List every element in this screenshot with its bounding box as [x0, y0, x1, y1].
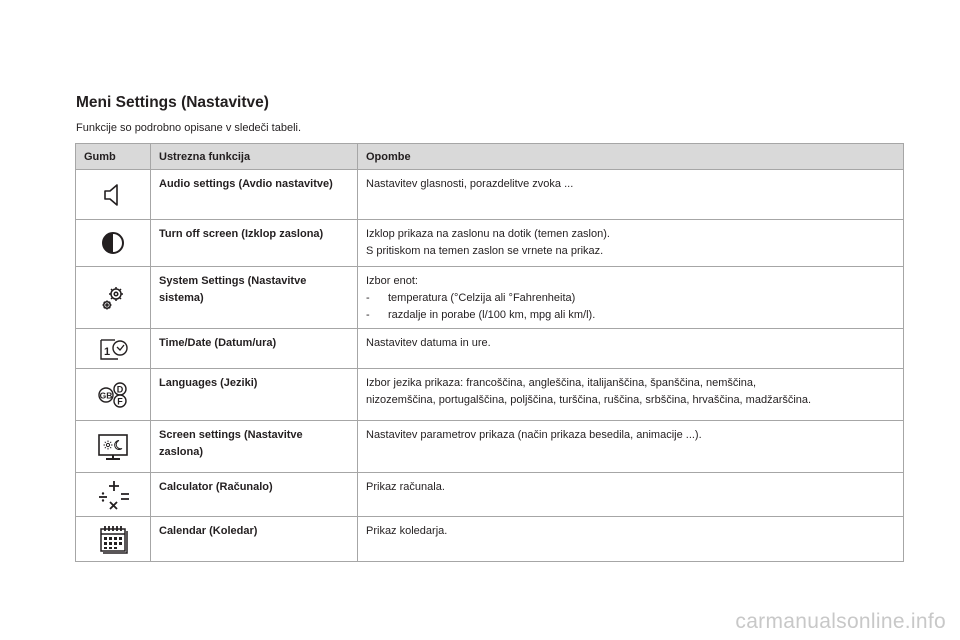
notes-cell: [358, 170, 904, 220]
table-row: [76, 170, 904, 220]
table-row: [76, 329, 904, 369]
function-name: Turn off screen (Izklop zaslona): [151, 220, 358, 267]
table-row: [76, 421, 904, 473]
table-row: [76, 267, 904, 329]
icon-cell: [76, 421, 151, 473]
icon-cell: [76, 220, 151, 267]
icon-cell: [76, 517, 151, 562]
bullet-text: temperatura (°Celzija ali °Fahrenheita): [388, 292, 576, 304]
watermark: carmanualsonline.info: [735, 610, 946, 633]
header-gumb: Gumb: [76, 144, 151, 170]
speaker-icon: [98, 180, 128, 210]
table-row: [76, 369, 904, 421]
function-name: Time/Date (Datum/ura): [151, 329, 358, 369]
bullet-item: - razdalje in porabe (l/100 km, mpg ali km/l).: [366, 309, 596, 321]
note-line: Prikaz koledarja.: [366, 525, 448, 537]
note-line: Nastavitev glasnosti, porazdelitve zvoka ...: [366, 178, 574, 190]
function-name: System Settings (Nastavitve sistema): [151, 267, 358, 329]
function-name: Screen settings (Nastavitve zaslona): [151, 421, 358, 473]
half-circle-icon: [98, 228, 128, 258]
note-line: Nastavitev datuma in ure.: [366, 337, 491, 349]
table-row: [76, 517, 904, 562]
note-line: Nastavitev parametrov prikaza (način prikaza besedila, animacije ...).: [366, 429, 702, 441]
settings-table: [75, 143, 904, 562]
flag-label: D: [116, 384, 124, 394]
bullet-item: - temperatura (°Celzija ali °Fahrenheita): [366, 292, 576, 304]
notes-cell: [358, 473, 904, 517]
note-line: Izklop prikaza na zaslonu na dotik (temen zaslon).: [366, 228, 610, 240]
icon-cell: [76, 267, 151, 329]
note-line: nizozemščina, portugalščina, poljščina, turščina, ruščina, srbščina, hrvaščina, madžarščina.: [366, 394, 812, 406]
notes-cell: [358, 369, 904, 421]
notes-cell: [358, 267, 904, 329]
flag-label: F: [117, 396, 123, 406]
header-notes: Opombe: [358, 144, 904, 170]
notes-cell: [358, 329, 904, 369]
note-line: Prikaz računala.: [366, 481, 445, 493]
page-title: Meni Settings (Nastavitve): [76, 94, 269, 111]
note-line: Izbor enot:: [366, 275, 418, 287]
bullet-text: razdalje in porabe (l/100 km, mpg ali km/l).: [388, 309, 596, 321]
notes-cell: [358, 421, 904, 473]
note-line: S pritiskom na temen zaslon se vrnete na prikaz.: [366, 245, 604, 257]
gears-icon: [96, 281, 130, 315]
icon-cell: [76, 369, 151, 421]
function-name: Calendar (Koledar): [151, 517, 358, 562]
icon-cell: [76, 329, 151, 369]
screen-brightness-icon: [95, 431, 131, 463]
function-name: Calculator (Računalo): [151, 473, 358, 517]
table-row: [76, 473, 904, 517]
language-flags-icon: [93, 380, 133, 410]
calendar-clock-icon: [96, 334, 130, 364]
table-row: [76, 220, 904, 267]
table-header-row: [76, 144, 904, 170]
flag-label: GB: [99, 390, 113, 400]
function-name: Audio settings (Avdio nastavitve): [151, 170, 358, 220]
notes-cell: [358, 517, 904, 562]
icon-cell: [76, 473, 151, 517]
intro-text: Funkcije so podrobno opisane v sledeči tabeli.: [76, 122, 302, 134]
notes-cell: [358, 220, 904, 267]
calendar-day-number: 1: [104, 345, 111, 358]
icon-cell: [76, 170, 151, 220]
calculator-icon: [93, 478, 133, 512]
calendar-icon: [95, 522, 131, 556]
header-function: Ustrezna funkcija: [151, 144, 358, 170]
function-name: Languages (Jeziki): [151, 369, 358, 421]
note-line: Izbor jezika prikaza: francoščina, angleščina, italijanščina, španščina, nemščina,: [366, 377, 757, 389]
